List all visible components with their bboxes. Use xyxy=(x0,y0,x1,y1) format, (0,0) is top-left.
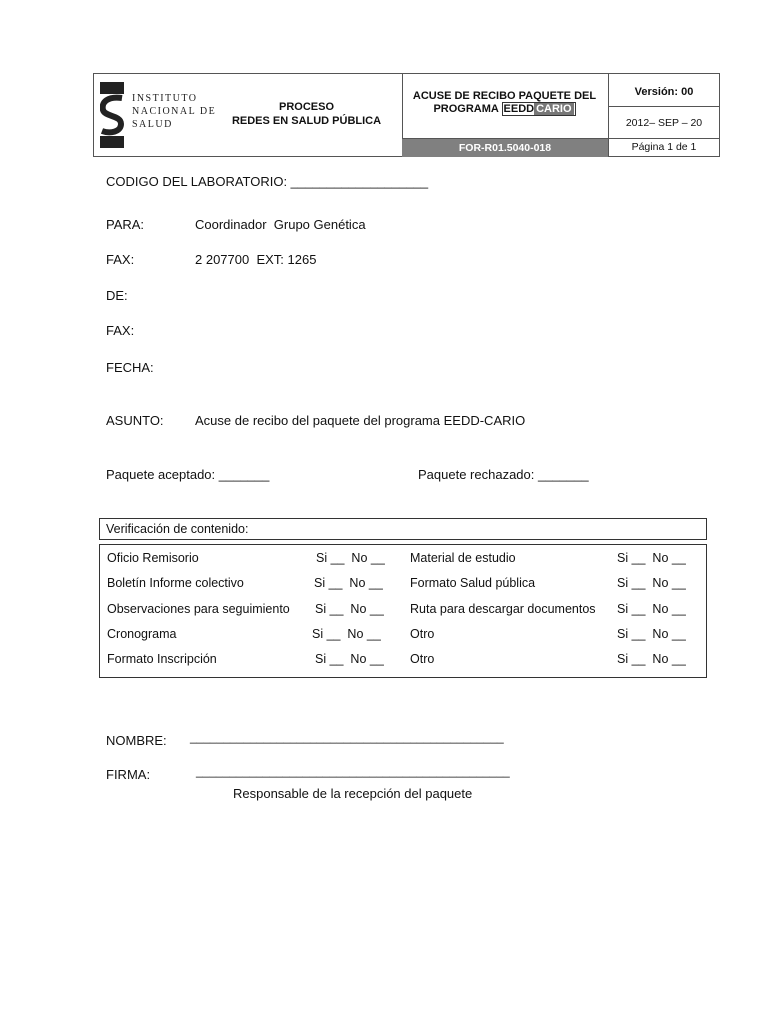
header-divider xyxy=(608,106,720,107)
asunto-value: Acuse de recibo del paquete del programa EEDD-CARIO xyxy=(195,413,526,428)
name-label: NOMBRE: xyxy=(106,733,167,748)
verification-item: Cronograma xyxy=(107,627,177,641)
fax2-label: FAX: xyxy=(106,323,135,338)
signature-caption: Responsable de la recepción del paquete xyxy=(233,786,473,801)
verification-item: Formato Inscripción xyxy=(107,652,217,666)
document-date: 2012– SEP – 20 xyxy=(625,117,703,129)
de-label: DE: xyxy=(106,288,128,303)
process-name: REDES EN SALUD PÚBLICA xyxy=(231,115,382,127)
verification-title-box xyxy=(99,518,707,540)
verification-item: Oficio Remisorio xyxy=(107,551,199,565)
document-title-line2 xyxy=(402,103,607,116)
document-title xyxy=(402,90,607,116)
para-value: Coordinador Grupo Genética xyxy=(195,217,366,232)
verification-options: Si __ No __ xyxy=(617,627,686,641)
fax-value: 2 207700 EXT: 1265 xyxy=(195,252,317,267)
verification-item: Otro xyxy=(410,627,435,641)
process-title: PROCESO xyxy=(278,101,334,113)
verification-item: Observaciones para seguimiento xyxy=(107,602,290,616)
signature-line: _______________________________________________ xyxy=(196,764,510,778)
name-line: _______________________________________________ xyxy=(190,730,504,744)
document-title-boxed xyxy=(502,102,576,116)
document-title-line1: ACUSE DE RECIBO PAQUETE DEL xyxy=(412,90,597,102)
verification-options: Si __ No __ xyxy=(312,627,381,641)
verification-item: Boletín Informe colectivo xyxy=(107,576,244,590)
verification-title: Verificación de contenido: xyxy=(106,522,249,536)
verification-item: Material de estudio xyxy=(410,551,516,565)
version: Versión: 00 xyxy=(634,86,694,98)
fax-label: FAX: xyxy=(106,252,135,267)
signature-label: FIRMA: xyxy=(106,767,151,782)
verification-options: Si __ No __ xyxy=(617,576,686,590)
institute-logo-text xyxy=(132,92,216,131)
verification-options: Si __ No __ xyxy=(617,652,686,666)
package-rejected-field: Paquete rechazado: _______ xyxy=(418,467,589,482)
institute-logo-icon xyxy=(100,82,124,148)
verification-options: Si __ No __ xyxy=(314,576,383,590)
verification-options: Si __ No __ xyxy=(617,551,686,565)
document-title-program: PROGRAMA xyxy=(433,103,499,115)
lab-code-field: CODIGO DEL LABORATORIO: ___________________ xyxy=(106,174,429,189)
document-title-boxed-text: EEDD xyxy=(503,103,535,115)
verification-options: Si __ No __ xyxy=(315,652,384,666)
page-number: Página 1 de 1 xyxy=(631,141,697,153)
document-title-dark-text: CARIO xyxy=(536,103,572,115)
form-code: FOR-R01.5040-018 xyxy=(402,139,608,157)
verification-item: Formato Salud pública xyxy=(410,576,536,590)
verification-item: Otro xyxy=(410,652,435,666)
document-header xyxy=(93,73,720,157)
verification-options: Si __ No __ xyxy=(315,602,384,616)
logo-line: NACIONAL DE xyxy=(132,106,217,117)
logo-line: SALUD xyxy=(132,119,173,130)
verification-options: Si __ No __ xyxy=(316,551,385,565)
para-label: PARA: xyxy=(106,217,145,232)
logo-line: INSTITUTO xyxy=(132,93,198,104)
asunto-label: ASUNTO: xyxy=(106,413,164,428)
fecha-label: FECHA: xyxy=(106,360,154,375)
verification-table xyxy=(99,544,707,678)
process-block xyxy=(224,100,389,128)
package-accepted-field: Paquete aceptado: _______ xyxy=(106,467,270,482)
verification-options: Si __ No __ xyxy=(617,602,686,616)
verification-item: Ruta para descargar documentos xyxy=(410,602,596,616)
